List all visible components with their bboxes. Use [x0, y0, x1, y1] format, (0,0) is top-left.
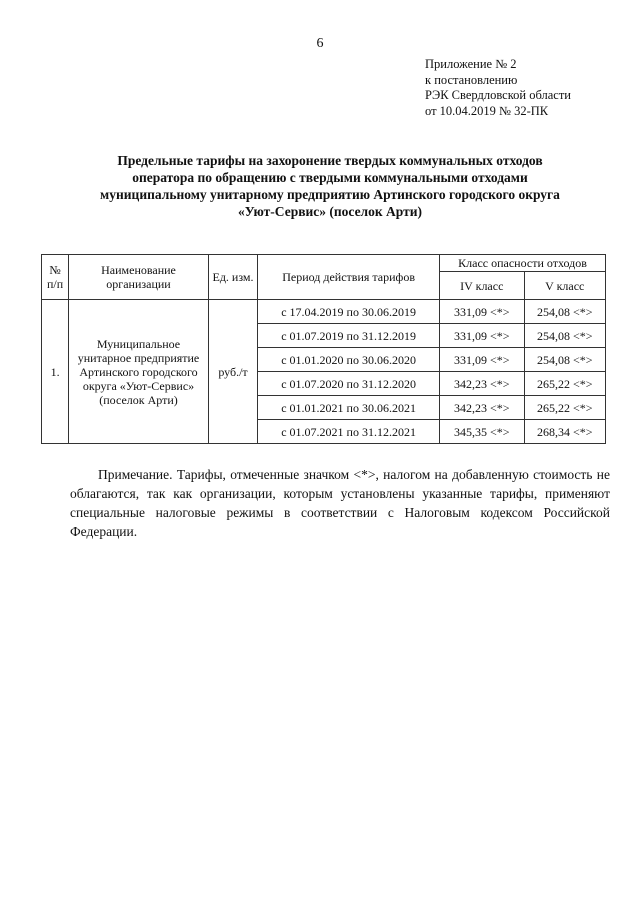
cell-class-v: 265,22 <*> — [524, 396, 605, 420]
cell-period: с 01.01.2021 по 30.06.2021 — [258, 396, 440, 420]
note-paragraph — [70, 465, 610, 541]
header-num: № п/п — [42, 255, 69, 300]
header-unit: Ед. изм. — [208, 255, 257, 300]
title-line-4: «Уют-Сервис» (поселок Арти) — [237, 204, 423, 219]
cell-class-v: 268,34 <*> — [524, 420, 605, 444]
header-organization: Наименование организации — [69, 255, 209, 300]
cell-period: с 01.01.2020 по 30.06.2020 — [258, 348, 440, 372]
header-period: Период действия тарифов — [258, 255, 440, 300]
cell-period: с 17.04.2019 по 30.06.2019 — [258, 300, 440, 324]
cell-class-iv: 342,23 <*> — [440, 372, 524, 396]
cell-class-iv: 342,23 <*> — [440, 396, 524, 420]
cell-class-v: 254,08 <*> — [524, 324, 605, 348]
table-row — [42, 300, 606, 324]
appendix-line-4: от 10.04.2019 № 32-ПК — [425, 103, 549, 118]
cell-organization: Муниципальное унитарное предприятие Артинского городского округа «Уют-Сервис» (поселок Арти) — [69, 300, 209, 444]
cell-class-iv: 331,09 <*> — [440, 324, 524, 348]
appendix-line-2: к постановлению — [425, 72, 518, 87]
appendix-line-3: РЭК Свердловской области — [425, 88, 571, 102]
title-line-2: оператора по обращению с твердыми коммунальными отходами — [132, 170, 528, 185]
header-class-iv: IV класс — [440, 272, 524, 300]
cell-class-v: 265,22 <*> — [524, 372, 605, 396]
title-line-1: Предельные тарифы на захоронение твердых коммунальных отходов — [117, 153, 543, 168]
cell-period: с 01.07.2020 по 31.12.2020 — [258, 372, 440, 396]
cell-period: с 01.07.2019 по 31.12.2019 — [258, 324, 440, 348]
cell-unit: руб./т — [208, 300, 257, 444]
title-line-3: муниципальному унитарному предприятию Артинского городского округа — [100, 187, 560, 202]
cell-class-iv: 331,09 <*> — [440, 348, 524, 372]
header-hazard-class: Класс опасности отходов — [440, 255, 606, 272]
appendix-line-1: Приложение № 2 — [425, 57, 517, 71]
cell-num: 1. — [42, 300, 69, 444]
document-title — [60, 152, 600, 220]
cell-class-iv: 345,35 <*> — [440, 420, 524, 444]
cell-period: с 01.07.2021 по 31.12.2021 — [258, 420, 440, 444]
page-number: 6 — [316, 36, 324, 51]
appendix-block — [425, 57, 571, 119]
tariffs-table — [41, 254, 606, 444]
cell-class-v: 254,08 <*> — [524, 300, 605, 324]
note-text: Примечание. Тарифы, отмеченные значком <*>, налогом на добавленную стоимость не облагаются, так как организации, которым установлены указанные тарифы, применяют специальные налоговые режимы в соответствии с Налоговым кодексом Российской Федерации. — [70, 467, 610, 539]
cell-class-v: 254,08 <*> — [524, 348, 605, 372]
cell-class-iv: 331,09 <*> — [440, 300, 524, 324]
header-class-v: V класс — [524, 272, 605, 300]
